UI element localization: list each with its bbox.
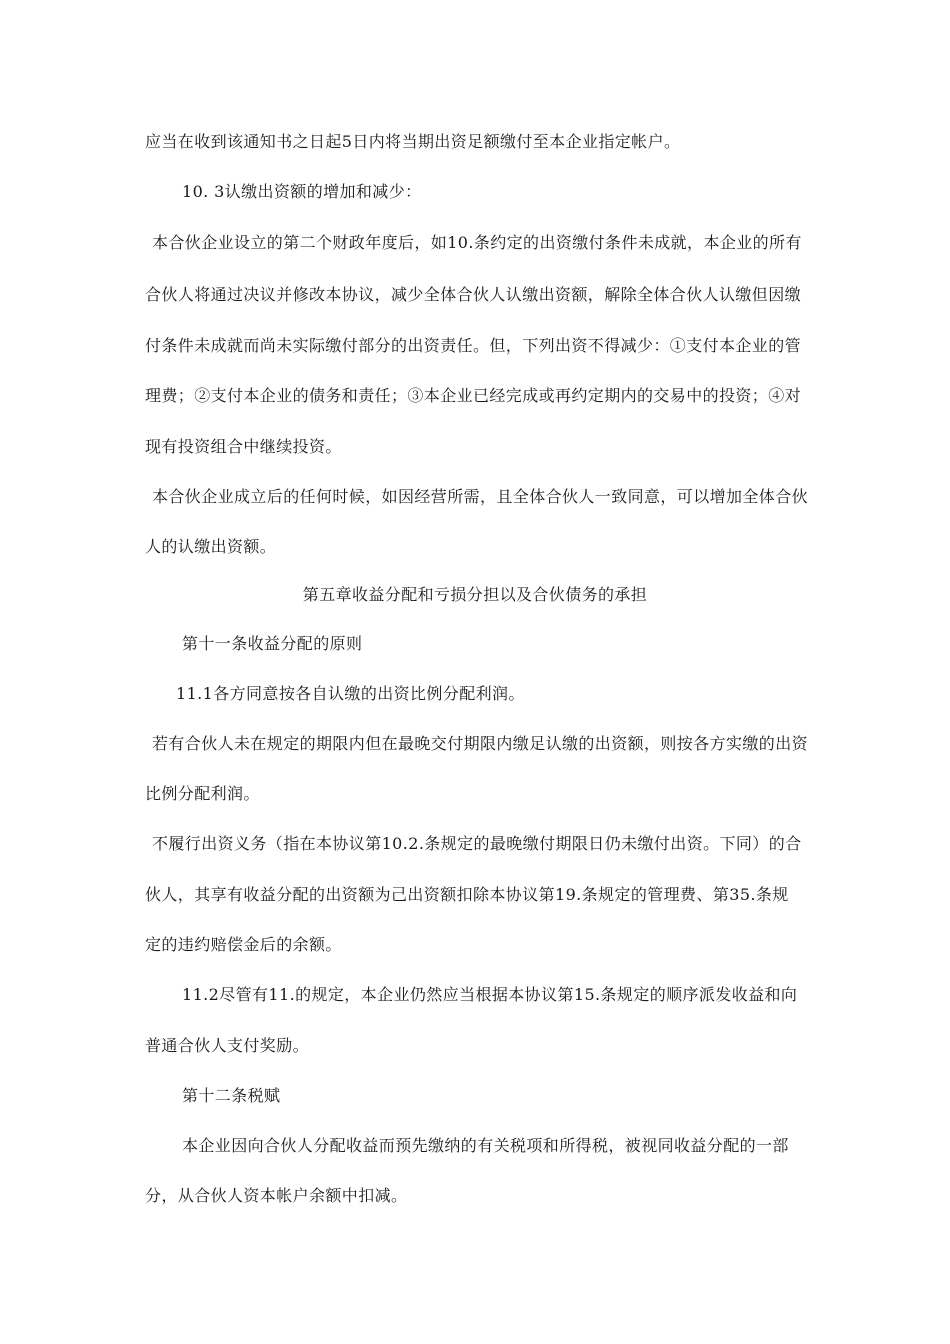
paragraph-line: 现有投资组合中继续投资。	[145, 437, 342, 456]
paragraph-line: 本企业因向合伙人分配收益而预先缴纳的有关税项和所得税，被视同收益分配的一部	[182, 1136, 789, 1155]
paragraph-line: 比例分配利润。	[145, 784, 260, 803]
paragraph-line: 定的违约赔偿金后的余额。	[145, 935, 342, 954]
paragraph-line: 11.2尽管有11.的规定，本企业仍然应当根据本协议第15.条规定的顺序派发收益和向	[182, 985, 798, 1004]
article-heading: 第十二条税赋	[182, 1086, 281, 1105]
paragraph-line: 人的认缴出资额。	[145, 537, 277, 556]
section-heading: 10. 3认缴出资额的增加和减少：	[182, 182, 422, 201]
chapter-heading: 第五章收益分配和亏损分担以及合伙债务的承担	[302, 585, 648, 604]
paragraph-line: 若有合伙人未在规定的期限内但在最晚交付期限内缴足认缴的出资额，则按各方实缴的出资	[152, 734, 809, 753]
paragraph-line: 理费；②支付本企业的债务和责任；③本企业已经完成或再约定期内的交易中的投资；④对	[145, 386, 802, 405]
paragraph-line: 合伙人将通过决议并修改本协议，减少全体合伙人认缴出资额，解除全体合伙人认缴但因缴	[145, 285, 802, 304]
paragraph-line: 不履行出资义务（指在本协议第10.2.条规定的最晚缴付期限日仍未缴付出资。下同）的合	[152, 834, 802, 853]
paragraph-line: 分，从合伙人资本帐户余额中扣减。	[145, 1186, 408, 1205]
paragraph-line: 应当在收到该通知书之日起5日内将当期出资足额缴付至本企业指定帐户。	[145, 132, 681, 151]
paragraph-line: 本合伙企业设立的第二个财政年度后，如10.条约定的出资缴付条件未成就，本企业的所有	[152, 233, 802, 252]
paragraph-line: 伙人，其享有收益分配的出资额为己出资额扣除本协议第19.条规定的管理费、第35.条规	[145, 885, 789, 904]
paragraph-line: 本合伙企业成立后的任何时候，如因经营所需，且全体合伙人一致同意，可以增加全体合伙	[152, 487, 809, 506]
paragraph-line: 11.1各方同意按各自认缴的出资比例分配利润。	[176, 684, 525, 703]
article-heading: 第十一条收益分配的原则	[182, 634, 363, 653]
paragraph-line: 付条件未成就而尚未实际缴付部分的出资责任。但，下列出资不得减少：①支付本企业的管	[145, 336, 802, 355]
paragraph-line: 普通合伙人支付奖励。	[145, 1036, 310, 1055]
